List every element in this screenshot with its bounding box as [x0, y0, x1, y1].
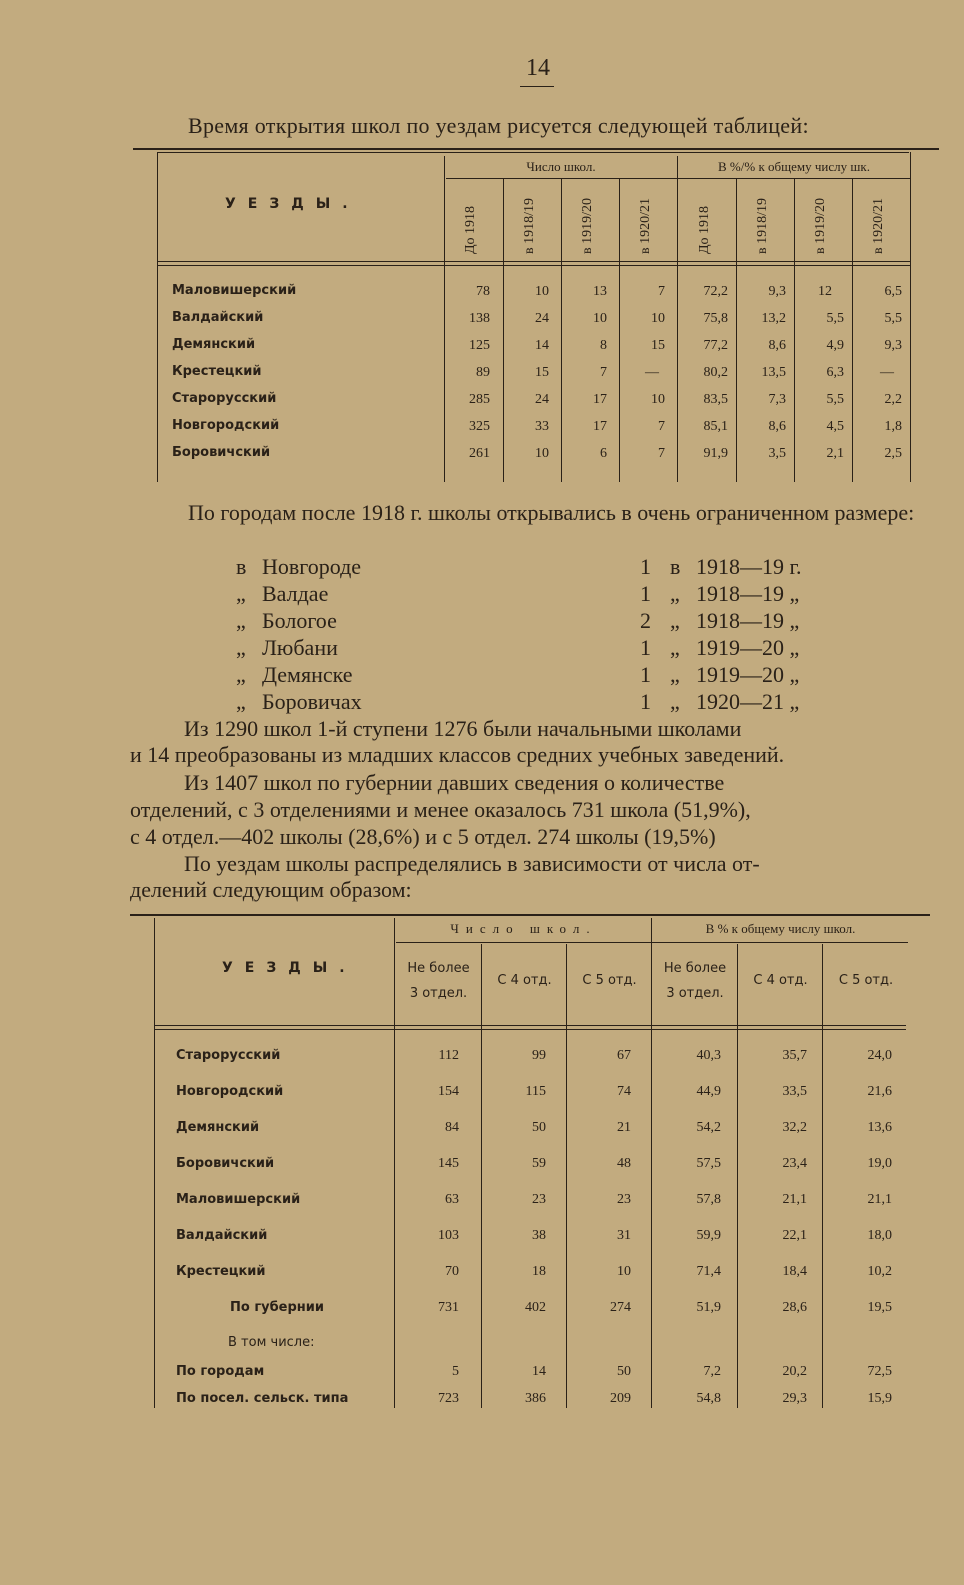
- table1-group2-header: В %/% к общему числу шк.: [718, 159, 870, 174]
- table1-row-label: Демянский: [172, 337, 256, 352]
- table1-cell: 125: [469, 338, 490, 353]
- paragraph-departments-line1: Из 1407 школ по губернии давших сведения о количестве: [184, 770, 725, 795]
- city-years: 1918—19 г.: [696, 554, 802, 579]
- city-years: 1919—20 „: [696, 635, 800, 660]
- table2-col-header-line: Не более: [407, 961, 470, 976]
- table2-cell: 59: [532, 1156, 546, 1171]
- table1-cell: 75,8: [703, 311, 728, 326]
- table1-cell: 1,8: [884, 419, 902, 434]
- table2-subheader: В том числе:: [228, 1335, 315, 1350]
- table1-cell: 8,6: [768, 419, 786, 434]
- table1-cell: 4,5: [826, 419, 844, 434]
- city-pre: „: [670, 662, 680, 687]
- table1-col-divider: [794, 178, 795, 482]
- table2-row-label: Демянский: [176, 1120, 260, 1135]
- paragraph-schools-line2: и 14 преобразованы из младших классов средних учебных заведений.: [130, 742, 785, 767]
- table2-cell: 145: [438, 1156, 459, 1171]
- table2-cell: 32,2: [782, 1120, 807, 1135]
- table2-col-header: [653, 956, 737, 1006]
- city-name: Любани: [262, 635, 338, 660]
- table1-cell: 13,5: [761, 365, 786, 380]
- table2-cell: 18: [532, 1264, 546, 1279]
- city-pre: „: [670, 608, 680, 633]
- table2-group1-header: Число школ.: [450, 921, 597, 936]
- table2-group2-header: В % к общему числу школ.: [705, 921, 856, 936]
- table2-cell: 731: [438, 1300, 459, 1315]
- table1-cell: 4,9: [826, 338, 844, 353]
- table1-row-label: Новгородский: [172, 418, 280, 433]
- table2-col-divider: [737, 944, 738, 1408]
- table1-cell: 138: [469, 311, 490, 326]
- table2-cell: 14: [532, 1364, 546, 1379]
- table2-cell: 70: [445, 1264, 459, 1279]
- table2-col-divider: [651, 918, 652, 1408]
- table2-cell: 72,5: [867, 1364, 892, 1379]
- table1-col-divider: [561, 178, 562, 482]
- table1-cell: 7,3: [768, 392, 786, 407]
- table2-header-rule: [154, 1029, 906, 1030]
- table1-row-label: Крестецкий: [172, 364, 262, 379]
- paragraph-departments-line2: отделений, с 3 отделениями и менее оказалось 731 школа (51,9%),: [130, 797, 751, 822]
- table2-cell: 21,1: [867, 1192, 892, 1207]
- table2-cell: 18,0: [867, 1228, 892, 1243]
- table2-cell: 51,9: [696, 1300, 721, 1315]
- table1-col-divider: [852, 178, 853, 482]
- table2-cell: 31: [617, 1228, 631, 1243]
- table2-cell: 15,9: [867, 1391, 892, 1406]
- city-prefix: „: [236, 662, 246, 687]
- table1-cell: 14: [535, 338, 549, 353]
- table1-row-label: Валдайский: [172, 310, 264, 325]
- table1-cell: 10: [651, 392, 665, 407]
- table2-row-label: Новгородский: [176, 1084, 284, 1099]
- city-name: Демянске: [262, 662, 353, 687]
- table1-cell: 325: [469, 419, 490, 434]
- table1-cell: —: [880, 365, 894, 380]
- table1-col-header: в 1918/19: [522, 198, 537, 254]
- table1-cell: 285: [469, 392, 490, 407]
- table2-row-label: Крестецкий: [176, 1264, 266, 1279]
- table1-cell: —: [645, 365, 659, 380]
- table2-cell: 23: [532, 1192, 546, 1207]
- table1-col-divider: [444, 156, 445, 482]
- table2-cell: 115: [525, 1084, 546, 1099]
- table2-cell: 48: [617, 1156, 631, 1171]
- table2-cell: 18,4: [782, 1264, 807, 1279]
- table1-cell: 261: [469, 446, 490, 461]
- table1-intro: Время открытия школ по уездам рисуется следующей таблицей:: [188, 113, 809, 138]
- table1-cell: 10: [593, 311, 607, 326]
- table1-col-header: в 1919/20: [580, 198, 595, 254]
- table2-cell: 20,2: [782, 1364, 807, 1379]
- table1-cell: 10: [535, 446, 549, 461]
- city-years: 1920—21 „: [696, 689, 800, 714]
- table1-col-divider: [736, 178, 737, 482]
- table1-col-header: в 1920/21: [871, 198, 886, 254]
- table1-col-header: в 1920/21: [638, 198, 653, 254]
- table1-row-label: Маловишерский: [172, 283, 297, 298]
- city-count: 1: [640, 662, 651, 687]
- table1-cell: 17: [593, 419, 607, 434]
- table2-cell: 386: [525, 1391, 546, 1406]
- city-prefix: „: [236, 581, 246, 606]
- city-years: 1918—19 „: [696, 608, 800, 633]
- table2-col-header-line: 3 отдел.: [409, 986, 468, 1001]
- table1-right-border: [910, 152, 911, 482]
- table1-cell: 89: [476, 365, 490, 380]
- city-prefix: „: [236, 608, 246, 633]
- city-name: Валдае: [262, 581, 329, 606]
- table1-col-header: До 1918: [697, 205, 712, 254]
- table2-header-rule: [154, 1025, 906, 1026]
- table2-col-header-line: Не более: [663, 961, 727, 976]
- paragraph-distribution-line1: По уездам школы распределялись в зависимости от числа от-: [184, 851, 760, 876]
- city-prefix: в: [236, 554, 247, 579]
- table2-cell: 154: [438, 1084, 459, 1099]
- paragraph-distribution-line2: делений следующим образом:: [130, 877, 412, 902]
- table1-cell: 2,1: [826, 446, 844, 461]
- table2-cell: 21: [617, 1120, 631, 1135]
- table1-cell: 5,5: [826, 311, 844, 326]
- table2-cell: 59,9: [696, 1228, 721, 1243]
- table2-cell: 5: [452, 1364, 459, 1379]
- table2-cell: 723: [438, 1391, 459, 1406]
- table1-top-rule: [133, 148, 939, 150]
- table1-uezdy-header: УЕЗДЫ.: [225, 196, 360, 212]
- table2-cell: 21,6: [867, 1084, 892, 1099]
- table2-cell: 50: [617, 1364, 631, 1379]
- table2-col-header: [396, 956, 481, 1006]
- table2-col-divider: [566, 944, 567, 1408]
- table2-cell: 54,2: [696, 1120, 721, 1135]
- table2-cell: 99: [532, 1048, 546, 1063]
- table1-col-divider: [619, 178, 620, 482]
- table2-cell: 40,3: [696, 1048, 721, 1063]
- table1-cell: 83,5: [703, 392, 728, 407]
- table2-cell: 84: [445, 1120, 459, 1135]
- table1-col-divider: [677, 156, 678, 482]
- city-pre: в: [670, 554, 681, 579]
- table2-row-label: Маловишерский: [176, 1192, 301, 1207]
- city-pre: „: [670, 581, 680, 606]
- table1-cell: 9,3: [768, 284, 786, 299]
- table2-cell: 103: [438, 1228, 459, 1243]
- table1-group-rule: [446, 178, 910, 179]
- table1-row-label: Старорусский: [172, 391, 277, 406]
- table2-col-header: С 5 отд.: [582, 973, 637, 988]
- table1-cell: 17: [593, 392, 607, 407]
- table2-cell: 21,1: [782, 1192, 807, 1207]
- table1-cell: 77,2: [703, 338, 728, 353]
- table1-col-header: в 1919/20: [813, 198, 828, 254]
- table1-cell: 91,9: [703, 446, 728, 461]
- table2-cell: 23: [617, 1192, 631, 1207]
- table1-cell: 12: [818, 284, 832, 299]
- table2-cell: 209: [610, 1391, 631, 1406]
- table1-cell: 78: [476, 284, 490, 299]
- table1-header-rule: [157, 261, 910, 262]
- table1-cell: 15: [651, 338, 665, 353]
- table1-cell: 6: [600, 446, 607, 461]
- table2-cell: 22,1: [782, 1228, 807, 1243]
- table1-cell: 13,2: [761, 311, 786, 326]
- table2-cell: 57,5: [696, 1156, 721, 1171]
- city-count: 2: [640, 608, 651, 633]
- table1-cell: 13: [593, 284, 607, 299]
- table1-group1-header: Число школ.: [526, 159, 596, 174]
- table2-top-rule: [130, 914, 930, 916]
- table2-cell: 24,0: [867, 1048, 892, 1063]
- city-prefix: „: [236, 635, 246, 660]
- table1-row-label: Боровичский: [172, 445, 271, 460]
- city-pre: „: [670, 689, 680, 714]
- table1-cell: 9,3: [884, 338, 902, 353]
- table1-cell: 7: [600, 365, 607, 380]
- table2-cell: 50: [532, 1120, 546, 1135]
- table2-cell: 71,4: [696, 1264, 721, 1279]
- table2-cell: 28,6: [782, 1300, 807, 1315]
- table1-cell: 2,5: [884, 446, 902, 461]
- table2-row-label: По городам: [176, 1364, 265, 1379]
- paragraph-departments-line3: с 4 отдел.—402 школы (28,6%) и с 5 отдел. 274 школы (19,5%): [130, 824, 716, 849]
- table1-cell: 24: [535, 311, 549, 326]
- table1-header-rule: [157, 265, 910, 266]
- table1-cell: 7: [658, 419, 665, 434]
- table1-cell: 5,5: [826, 392, 844, 407]
- table1-top-rule-thin: [157, 152, 909, 153]
- table2-cell: 38: [532, 1228, 546, 1243]
- table2-row-label: По посел. сельск. типа: [176, 1391, 349, 1406]
- table2-cell: 63: [445, 1192, 459, 1207]
- table1-col-header: в 1918/19: [755, 198, 770, 254]
- city-count: 1: [640, 554, 651, 579]
- table2-total-label: По губернии: [230, 1300, 325, 1315]
- table2-cell: 112: [438, 1048, 459, 1063]
- table1-cell: 7: [658, 446, 665, 461]
- city-years: 1919—20 „: [696, 662, 800, 687]
- table1-cell: 2,2: [884, 392, 902, 407]
- table2-cell: 57,8: [696, 1192, 721, 1207]
- table2-cell: 23,4: [782, 1156, 807, 1171]
- table2-row-label: Боровичский: [176, 1156, 275, 1171]
- city-prefix: „: [236, 689, 246, 714]
- city-pre: „: [670, 635, 680, 660]
- table1-cell: 15: [535, 365, 549, 380]
- table2-cell: 19,0: [867, 1156, 892, 1171]
- table2-cell: 44,9: [696, 1084, 721, 1099]
- table2-row-label: Валдайский: [176, 1228, 268, 1243]
- table2-cell: 67: [617, 1048, 631, 1063]
- table1-cell: 5,5: [884, 311, 902, 326]
- table2-col-header: С 5 отд.: [838, 973, 894, 988]
- table1-col-divider: [503, 178, 504, 482]
- table2-cell: 7,2: [703, 1364, 721, 1379]
- table1-cell: 7: [658, 284, 665, 299]
- table2-cell: 274: [610, 1300, 631, 1315]
- table2-cell: 35,7: [782, 1048, 807, 1063]
- table1-cell: 6,3: [826, 365, 844, 380]
- table2-cell: 33,5: [782, 1084, 807, 1099]
- city-name: Боровичах: [262, 689, 362, 714]
- table2-row-label: Старорусский: [176, 1048, 281, 1063]
- table1-cell: 8,6: [768, 338, 786, 353]
- table1-cell: 3,5: [768, 446, 786, 461]
- table2-cell: 10: [617, 1264, 631, 1279]
- table1-col-header: До 1918: [463, 205, 478, 254]
- table2-cell: 10,2: [867, 1264, 892, 1279]
- table2-cell: 19,5: [867, 1300, 892, 1315]
- table1-cell: 24: [535, 392, 549, 407]
- table1-cell: 33: [535, 419, 549, 434]
- table2-cell: 13,6: [867, 1120, 892, 1135]
- table2-uezdy-header: УЕЗДЫ.: [222, 960, 357, 976]
- table2-left-border: [154, 918, 155, 1408]
- table1-cell: 72,2: [703, 284, 728, 299]
- table2-col-divider: [394, 918, 395, 1408]
- table2-cell: 54,8: [696, 1391, 721, 1406]
- table1-left-border: [157, 152, 158, 482]
- city-name: Новгороде: [262, 554, 362, 579]
- page-number-underline: [520, 86, 554, 87]
- city-name: Бологое: [262, 608, 337, 633]
- table1-cell: 6,5: [884, 284, 902, 299]
- table1-cell: 8: [600, 338, 607, 353]
- city-years: 1918—19 „: [696, 581, 800, 606]
- paragraph-cities-intro: По городам после 1918 г. школы открывались в очень ограниченном размере:: [188, 500, 915, 525]
- table2-col-divider: [481, 944, 482, 1408]
- table2-cell: 402: [525, 1300, 546, 1315]
- table2-col-header: С 4 отд.: [497, 973, 552, 988]
- paragraph-schools-line1: Из 1290 школ 1-й ступени 1276 были начальными школами: [184, 716, 742, 741]
- table2-col-header: С 4 отд.: [753, 973, 808, 988]
- table2-col-header-line: 3 отдел.: [666, 986, 724, 1001]
- table2-cell: 74: [617, 1084, 631, 1099]
- table1-cell: 85,1: [703, 419, 728, 434]
- city-count: 1: [640, 635, 651, 660]
- table1-cell: 80,2: [703, 365, 728, 380]
- table2-col-divider: [822, 944, 823, 1408]
- city-count: 1: [640, 581, 651, 606]
- page-number: 14: [526, 55, 550, 81]
- table1-cell: 10: [651, 311, 665, 326]
- city-count: 1: [640, 689, 651, 714]
- table2-group-rule: [396, 942, 908, 943]
- table1-cell: 10: [535, 284, 549, 299]
- table2-cell: 29,3: [782, 1391, 807, 1406]
